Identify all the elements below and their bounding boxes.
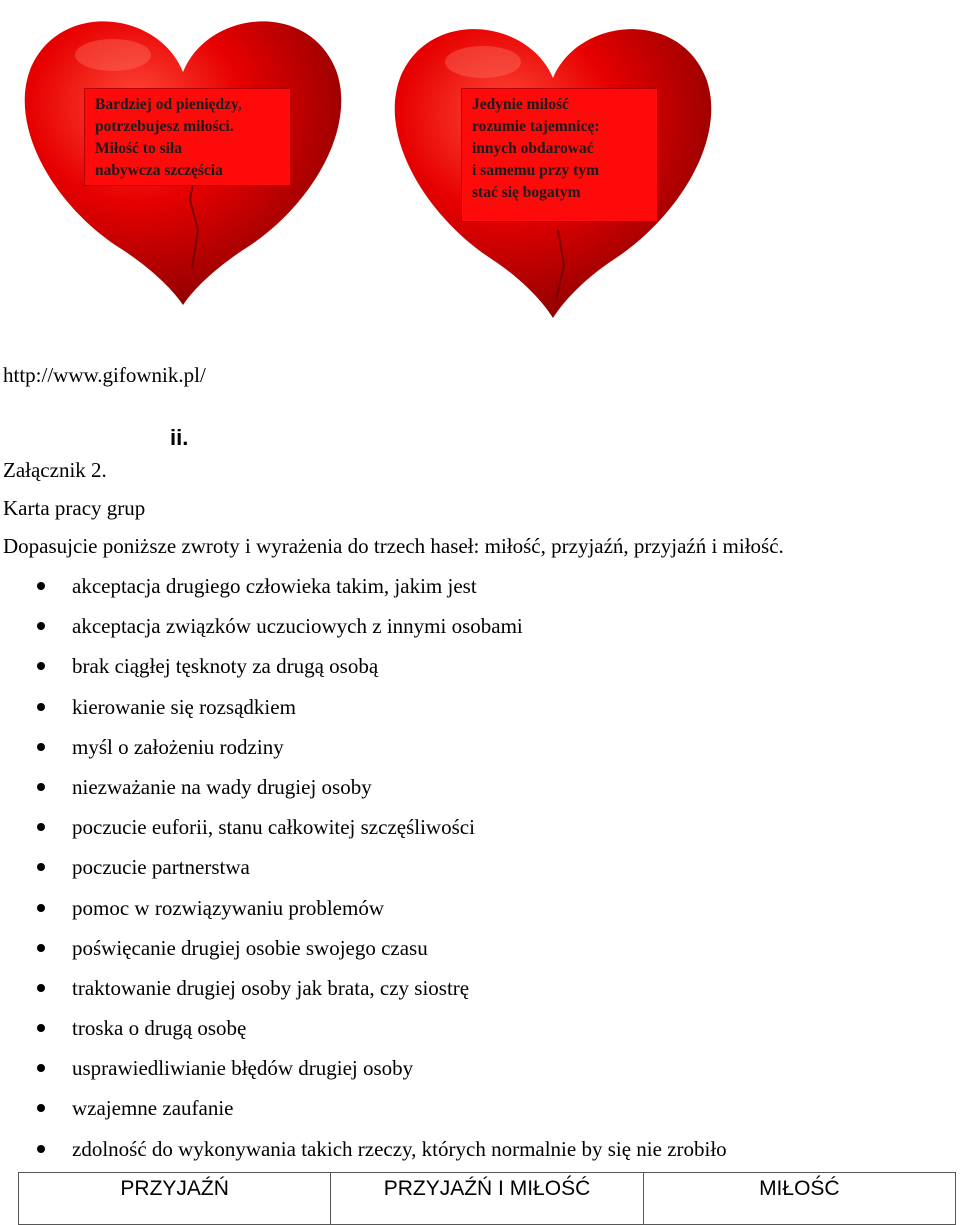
- bullet-icon: [37, 783, 45, 791]
- bullet-icon: [37, 1064, 45, 1072]
- list-item: [0, 572, 727, 612]
- heart-quote-left: Bardziej od pieniędzy, potrzebujesz miłości. Miłość to siła nabywcza szczęścia: [84, 88, 291, 186]
- bullet-icon: [37, 944, 45, 952]
- list-item: [0, 934, 727, 974]
- column-header-friendship-and-love: PRZYJAŹŃ I MIŁOŚĆ: [331, 1173, 643, 1225]
- list-item-text: zdolność do wykonywania takich rzeczy, których normalnie by się nie zrobiło: [72, 1136, 727, 1161]
- bullet-icon: [37, 662, 45, 670]
- heart-quote-right: Jedynie miłość rozumie tajemnicę: innych obdarować i samemu przy tym stać się bogatym: [461, 88, 658, 222]
- heart-image-right: [388, 0, 718, 322]
- list-item-text: niezważanie na wady drugiej osoby: [72, 774, 372, 799]
- bullet-icon: [37, 984, 45, 992]
- source-url: http://www.gifownik.pl/: [3, 363, 206, 387]
- table-row: [19, 1173, 956, 1225]
- bullet-icon: [37, 863, 45, 871]
- list-item-text: poczucie partnerstwa: [72, 855, 250, 880]
- list-item: [0, 652, 727, 692]
- list-item-text: pomoc w rozwiązywaniu problemów: [72, 895, 384, 920]
- list-item-text: kierowanie się rozsądkiem: [72, 694, 296, 719]
- instruction-text: Dopasujcie poniższe zwroty i wyrażenia do trzech haseł: miłość, przyjaźń, przyjaźń i miłość.: [3, 534, 784, 558]
- list-item: [0, 894, 727, 934]
- list-item: [0, 1135, 727, 1175]
- column-header-love: MIŁOŚĆ: [643, 1173, 955, 1225]
- attachment-label: Załącznik 2.: [3, 458, 107, 482]
- bullet-icon: [37, 823, 45, 831]
- bullet-icon: [37, 622, 45, 630]
- list-item-text: usprawiedliwianie błędów drugiej osoby: [72, 1056, 414, 1081]
- bullet-icon: [37, 1024, 45, 1032]
- list-item: [0, 773, 727, 813]
- list-item: [0, 693, 727, 733]
- list-item: [0, 1014, 727, 1054]
- list-item: [0, 612, 727, 652]
- phrase-list: [0, 572, 727, 1175]
- list-item-text: brak ciągłej tęsknoty za drugą osobą: [72, 654, 379, 679]
- list-item: [0, 733, 727, 773]
- list-item: [0, 974, 727, 1014]
- list-item-text: poświęcanie drugiej osobie swojego czasu: [72, 935, 428, 960]
- list-item-text: wzajemne zaufanie: [72, 1096, 234, 1121]
- list-item: [0, 1054, 727, 1094]
- bullet-icon: [37, 1145, 45, 1153]
- list-item-text: poczucie euforii, stanu całkowitej szczęśliwości: [72, 815, 475, 840]
- bullet-icon: [37, 904, 45, 912]
- list-item-text: akceptacja drugiego człowieka takim, jakim jest: [72, 574, 477, 598]
- bullet-icon: [37, 1104, 45, 1112]
- column-header-friendship: PRZYJAŹŃ: [19, 1173, 331, 1225]
- list-item: [0, 1094, 727, 1134]
- list-item-text: myśl o założeniu rodziny: [72, 734, 284, 759]
- list-item-text: akceptacja związków uczuciowych z innymi osobami: [72, 614, 523, 639]
- section-marker: ii.: [170, 425, 189, 450]
- worksheet-title: Karta pracy grup: [3, 496, 146, 520]
- bullet-icon: [37, 582, 45, 590]
- bullet-icon: [37, 743, 45, 751]
- list-item: [0, 853, 727, 893]
- list-item: [0, 813, 727, 853]
- list-item-text: traktowanie drugiej osoby jak brata, czy siostrę: [72, 975, 470, 1000]
- bullet-icon: [37, 703, 45, 711]
- category-table: [18, 1172, 956, 1225]
- heart-image-left: [18, 0, 348, 310]
- list-item-text: troska o drugą osobę: [72, 1016, 247, 1041]
